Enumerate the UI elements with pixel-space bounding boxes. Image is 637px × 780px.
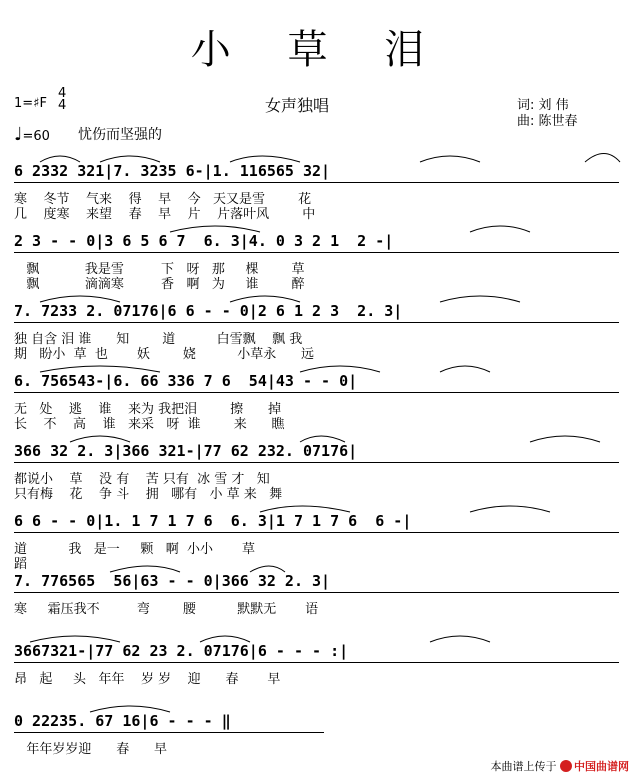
notation-row-4: 6. 756543-|6. 66 336 7 6 54|43 - - 0| bbox=[14, 372, 358, 390]
notation-row-3: 7. 7233 2. 07176|6 6 - - 0|2 6 1 2 3 2. 3| bbox=[14, 302, 403, 320]
notation-row-7: 7. 776565 56|63 - - 0|366 32 2. 3| bbox=[14, 572, 331, 590]
notation-row-6: 6 6 - - 0|1. 1 7 1 7 6 6. 3|1 7 1 7 6 6 -| bbox=[14, 512, 412, 530]
lyrics-verse-1: 年年岁岁迎 春 早 bbox=[14, 742, 167, 757]
mood-marking: 忧伤而坚强的 bbox=[78, 127, 162, 143]
tempo-value: =60 bbox=[22, 129, 50, 144]
performance-type: 女声独唱 bbox=[265, 96, 330, 115]
lyrics-verse-1: 独 自含 泪 谁 知 道 白雪飘 飘 我 bbox=[14, 332, 303, 347]
notation-row-9: 0 22235. 67 16|6 - - - ‖ bbox=[14, 712, 231, 730]
lyrics-verse-1: 寒 冬节 气来 得 早 今 天又是雪 花 bbox=[14, 192, 312, 207]
footer-logo: 中国曲谱网 bbox=[574, 760, 629, 773]
notation-row-5: 366 32 2. 3|366 321-|77 62 232. 07176| bbox=[14, 442, 358, 460]
key-signature: 1=♯F bbox=[14, 96, 47, 111]
lyrics-verse-2: 只有梅 花 争 斗 拥 哪有 小 草 来 舞 bbox=[14, 487, 283, 502]
lyrics-verse-2: 几 度寒 来望 春 早 片 片落叶风 中 bbox=[14, 207, 316, 222]
composer: 曲: 陈世春 bbox=[517, 114, 578, 129]
notation-row-2: 2 3 - - 0|3 6 5 6 7 6. 3|4. 0 3 2 1 2 -| bbox=[14, 232, 394, 250]
lyrics-verse-2: 飘 滴滴寒 香 啊 为 谁 醉 bbox=[14, 277, 305, 292]
site-logo-icon bbox=[560, 760, 572, 772]
lyrics-verse-2: 期 盼小 草 也 妖 娆 小草永 远 bbox=[14, 347, 315, 362]
lyrics-verse-1: 无 处 逃 谁 来为 我把泪 擦 掉 bbox=[14, 402, 281, 417]
notation-row-1: 6 2332 321|7. 3235 6-|1. 116565 32| bbox=[14, 162, 331, 180]
footer-text: 本曲谱上传于 bbox=[490, 760, 557, 773]
lyrics-verse-1: 昂 起 头 年年 岁 岁 迎 春 早 bbox=[14, 672, 281, 687]
lyrics-verse-1: 飘 我是雪 下 呀 那 棵 草 bbox=[14, 262, 305, 277]
lyricist: 词: 刘 伟 bbox=[517, 98, 569, 113]
lyrics-verse-2: 蹈 bbox=[14, 557, 28, 572]
lyrics-verse-1: 道 我 是一 颗 啊 小小 草 bbox=[14, 542, 255, 557]
quarter-note-icon: ♩ bbox=[14, 124, 23, 145]
lyrics-verse-2: 长 不 高 谁 来采 呀 谁 来 瞧 bbox=[14, 417, 285, 432]
lyrics-verse-1: 都说小 草 没 有 苦 只有 冰 雪 才 知 bbox=[14, 472, 270, 487]
time-signature-bottom: 4 bbox=[58, 98, 67, 113]
page-title: 小 草 泪 bbox=[190, 27, 447, 73]
notation-row-8: 3667321-|77 62 23 2. 07176|6 - - - :| bbox=[14, 642, 349, 660]
lyrics-verse-1: 寒 霜压我不 弯 腰 默默无 语 bbox=[14, 602, 319, 617]
footer bbox=[491, 758, 630, 774]
time-signature-top: 4 bbox=[58, 86, 67, 101]
